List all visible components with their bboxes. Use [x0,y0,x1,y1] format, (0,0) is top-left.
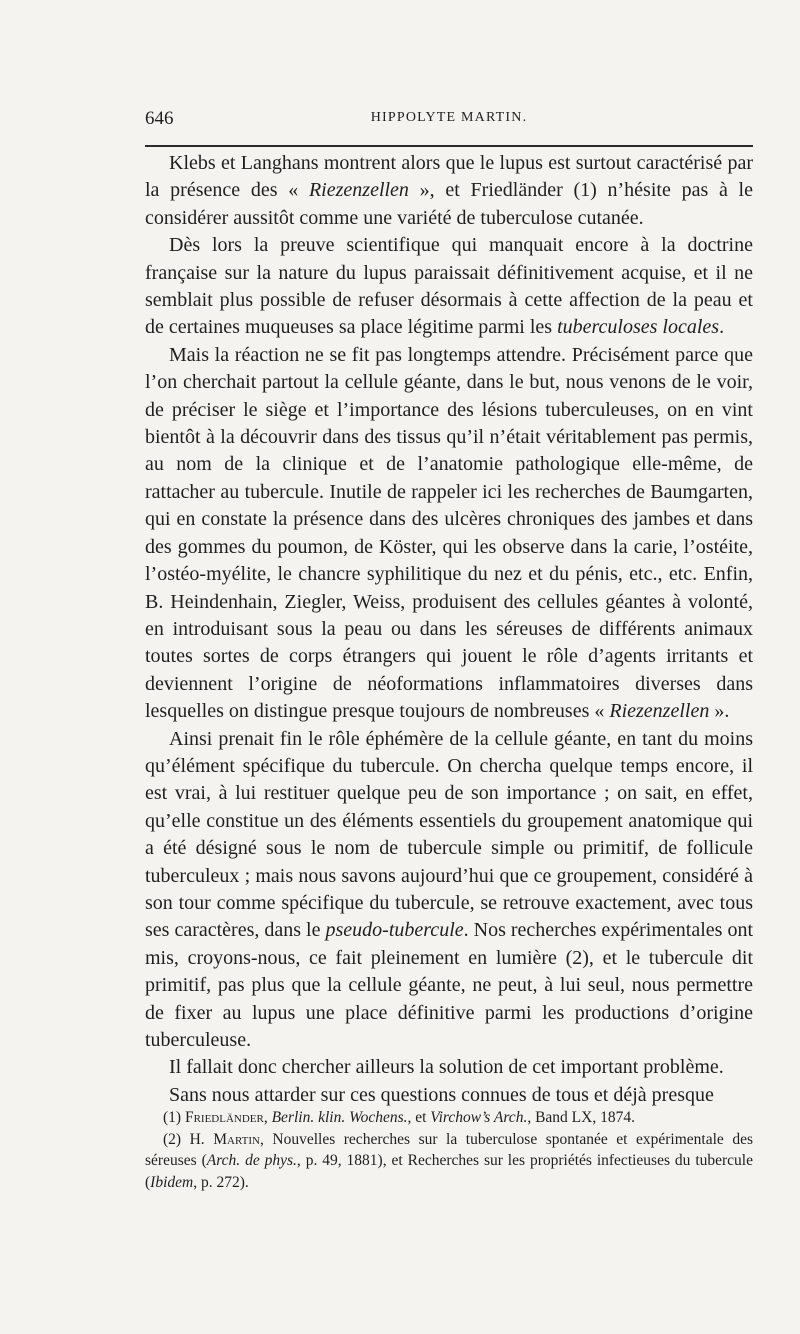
header-rule [145,145,753,147]
p1-text-a: Klebs et Langhans montrent alors que le lupus est surtout caractérisé par la présence des « [145,152,753,202]
p4-text-c: . Nos recherches expérimentales ont mis, croyons-nous, ce fait pleinement en lumière (2), et le tubercule dit primitif, pas plus que la cellule géante, ne peut, à lui seul, nous permettre de fixer au lupus une place définitive parmi les productions d’origine tuberculeuse. [145,919,753,1051]
fn2-journal-1: Arch. de phys. [206,1152,297,1169]
fn1-journal-1: Berlin. klin. Wochens. [271,1109,408,1126]
fn1-num: (1) [163,1109,185,1126]
fn2-num: (2) H. [163,1130,214,1148]
p3-italic: Riezenzellen [609,700,710,723]
paragraph-6: Sans nous attarder sur ces questions connues de tous et déjà presque [169,1083,714,1106]
p4-italic: pseudo-tubercule [325,919,464,942]
p1-text-c: », et Friedländer (1) n’hésite pas à le considérer aussitôt comme une variété de tuberculose cutanée. [145,179,753,229]
p1-italic: Riezenzellen [308,179,409,202]
footnotes [145,1107,753,1193]
fn2-text-c: , p. 272). [193,1173,249,1191]
paragraph-4 [145,726,753,1055]
fn1-text-b: , et [407,1109,431,1126]
p3-text-c: ». [709,700,730,723]
fn1-text-c: , Band LX, 1874. [527,1109,635,1126]
paragraph-2 [145,232,753,342]
fn1-author: Friedländer [184,1109,264,1126]
p2-text-c: . [719,316,725,339]
page-header [145,108,753,132]
fn2-text-a: , Nouvelles recherches sur la tuberculose spontanée et expérimentale des séreuses ( [145,1130,753,1169]
footnote-2 [145,1129,753,1194]
page-number: 646 [145,108,174,129]
paragraph-3 [145,342,753,726]
fn1-journal-2: Virchow’s Arch. [430,1109,528,1126]
paragraph-5: Il fallait donc chercher ailleurs la solution de cet important problème. [169,1056,724,1079]
p4-text-a: Ainsi prenait fin le rôle éphémère de la cellule géante, en tant du moins qu’élément spécifique du tubercule. On chercha quelque temps encore, il est vrai, à lui restituer quelque peu de son importance ; on sait, en effet, qu’elle constitue un des éléments essentiels du groupement anatomique qui a été désigné sous le nom de tubercule simple ou primitif, de follicule tuberculeux ; mais nous savons aujourd’hui que ce groupement, considéré à son tour comme spécifique du tubercule, se retrouve exactement, avec tous ses caractères, dans le [145,727,753,942]
fn2-journal-2: Ibidem [150,1173,194,1191]
fn2-text-b: , p. 49, 1881), et Recherches sur les propriétés infectieuses du tubercule ( [145,1152,753,1191]
p2-text-a: Dès lors la preuve scientifique qui manquait encore à la doctrine française sur la nature du lupus paraissait définitivement acquise, et il ne semblait plus possible de refuser désormais à cette affection de la peau et de certaines muqueuses sa place légitime parmi les [145,234,753,339]
fn2-author: Martin [213,1130,260,1148]
p3-text-a: Mais la réaction ne se fit pas longtemps attendre. Précisément parce que l’on cherchait partout la cellule géante, dans le but, nous venons de le voir, de préciser le siège et l’importance des lésions tuberculeuses, on en vint bientôt à la découvrir dans des tissus qu’il n’était véritablement pas permis, au nom de la clinique et de l’anatomie pathologique elle-même, de rattacher au tubercule. Inutile de rappeler ici les recherches de Baumgarten, qui en constate la présence dans des ulcères chroniques des jambes et dans des gommes du poumon, de Köster, qui les observe dans la carie, l’ostéite, l’ostéo-myélite, le chancre syphilitique du nez et du pénis, etc., etc. Enfin, B. Heindenhain, Ziegler, Weiss, produisent des cellules géantes à volonté, en introduisant sous la peau ou dans les séreuses de différents animaux toutes sortes de corps étrangers qui jouent le rôle d’agents irritants et deviennent l’origine de néoformations inflammatoires diverses dans lesquelles on distingue presque toujours de nombreuses « [145,343,753,723]
p2-italic: tuberculoses locales [557,316,720,339]
body-text [145,150,753,1109]
running-title: HIPPOLYTE MARTIN. [370,110,528,125]
fn1-text-a: , [263,1109,272,1126]
paragraph-1 [145,150,753,232]
footnote-1 [145,1107,753,1129]
